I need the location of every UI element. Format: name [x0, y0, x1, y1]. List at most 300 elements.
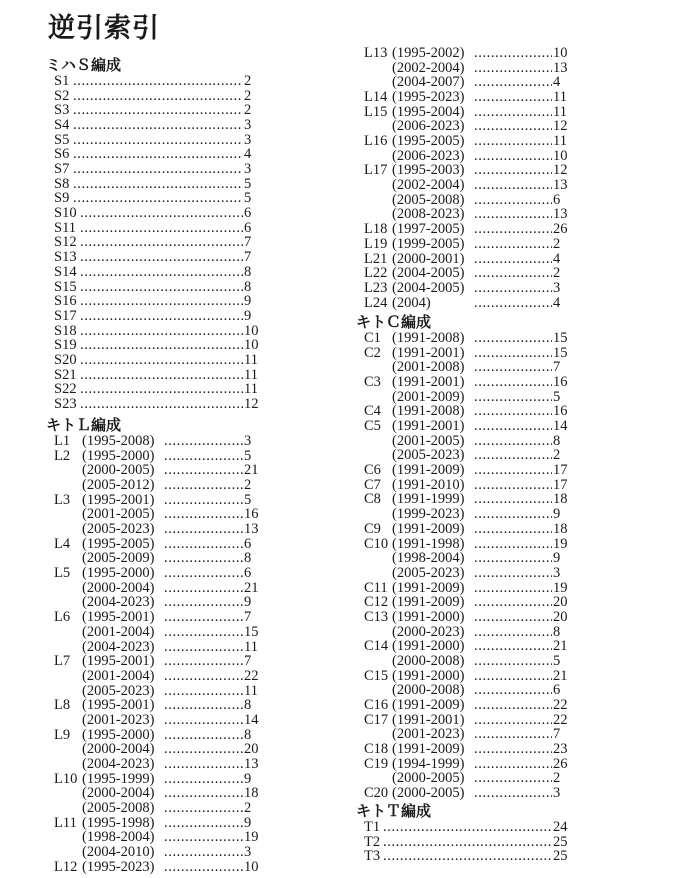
- dot-leader: [474, 610, 552, 625]
- page-number: 21: [553, 638, 568, 655]
- entry-code: S10: [54, 205, 77, 222]
- entry-years: (1995-2005): [392, 133, 465, 150]
- entry-code: C4: [364, 403, 381, 420]
- page-number: 2: [553, 770, 561, 787]
- entry-years: (2004-2010): [82, 844, 155, 861]
- entry-code: L19: [364, 235, 388, 252]
- page-number: 2: [553, 265, 561, 282]
- page-number: 2: [244, 800, 252, 816]
- page-number: 7: [244, 609, 252, 626]
- index-entry: [364, 507, 577, 522]
- entry-code: L15: [364, 103, 388, 120]
- index-entry: [364, 266, 577, 281]
- entry-years: (1995-2004): [392, 103, 465, 120]
- dot-leader: [73, 162, 243, 177]
- index-entry: [364, 835, 577, 850]
- page-number: 11: [244, 638, 258, 655]
- page-number: 13: [244, 521, 259, 538]
- dot-leader: [474, 75, 552, 90]
- index-entry: [364, 375, 577, 390]
- page-number: 8: [553, 623, 561, 640]
- entry-years: (1998-2004): [392, 550, 465, 567]
- entry-years: (1995-2008): [82, 433, 155, 449]
- index-entry: [54, 669, 268, 684]
- index-entry: [54, 280, 268, 295]
- dot-leader: [474, 625, 552, 640]
- page-number: 3: [244, 117, 252, 134]
- page-number: 22: [244, 667, 259, 684]
- entry-code: L2: [54, 447, 71, 464]
- entry-code: C3: [364, 374, 381, 391]
- dot-leader: [474, 207, 552, 222]
- dot-leader: [164, 537, 243, 552]
- entry-years: (1995-2003): [392, 162, 465, 179]
- index-entry: [54, 324, 268, 339]
- dot-leader: [474, 654, 552, 669]
- index-entry: [364, 134, 577, 149]
- dot-leader: [474, 178, 552, 193]
- entry-years: (1995-2023): [82, 858, 155, 875]
- dot-leader: [80, 265, 243, 280]
- dot-leader: [474, 105, 552, 120]
- entry-years: (1994-1999): [392, 755, 465, 772]
- dot-leader: [164, 463, 243, 478]
- entry-years: (2000-2023): [392, 623, 465, 640]
- index-entry: [364, 786, 577, 801]
- page-number: 23: [553, 741, 568, 758]
- index-entry: [54, 309, 268, 324]
- dot-leader: [164, 830, 243, 845]
- page-number: 3: [553, 279, 561, 296]
- page-number: 6: [244, 535, 252, 552]
- page-number: 2: [244, 73, 252, 89]
- page-number: 9: [244, 293, 252, 310]
- dot-leader: [80, 280, 243, 295]
- entry-code: S6: [54, 146, 70, 163]
- index-entry: [364, 46, 577, 61]
- dot-leader: [474, 149, 552, 164]
- dot-leader: [80, 309, 243, 324]
- entry-years: (1997-2005): [392, 221, 465, 238]
- page-number: 21: [244, 579, 259, 596]
- entry-years: (1991-2000): [392, 667, 465, 684]
- index-entry: [54, 235, 268, 250]
- entry-years: (2005-2008): [392, 191, 465, 208]
- dot-leader: [474, 360, 552, 375]
- entry-code: S12: [54, 234, 77, 251]
- entry-code: S15: [54, 278, 77, 295]
- dot-leader: [474, 492, 552, 507]
- entry-years: (2000-2005): [392, 785, 465, 802]
- page-number: 16: [553, 374, 568, 391]
- dot-leader: [73, 74, 243, 89]
- index-entry: [364, 522, 577, 537]
- dot-leader: [164, 669, 243, 684]
- entry-code: S18: [54, 322, 77, 339]
- dot-leader: [474, 346, 552, 361]
- index-entry: [54, 860, 268, 875]
- index-entry: [364, 849, 577, 864]
- entry-years: (1991-2001): [392, 418, 465, 435]
- entry-code: L8: [54, 697, 71, 714]
- index-entry: [54, 221, 268, 236]
- entry-years: (1991-2009): [392, 594, 465, 611]
- dot-leader: [474, 727, 552, 742]
- index-entry: [364, 610, 577, 625]
- dot-leader: [474, 595, 552, 610]
- entry-code: C10: [364, 535, 389, 552]
- page-number: 11: [244, 366, 258, 383]
- page-number: 2: [553, 447, 561, 464]
- entry-years: (2001-2005): [82, 506, 155, 523]
- entry-years: (1995-2005): [82, 535, 155, 552]
- index-entry: [54, 206, 268, 221]
- entry-code: L24: [364, 294, 388, 311]
- dot-leader: [164, 610, 243, 625]
- dot-leader: [474, 252, 552, 267]
- dot-leader: [474, 163, 552, 178]
- entry-years: (2005-2008): [82, 800, 155, 816]
- index-entry: [364, 419, 577, 434]
- section-heading: キトＴ編成: [356, 802, 432, 820]
- entry-code: S5: [54, 131, 70, 148]
- page-number: 7: [244, 249, 252, 266]
- dot-leader: [164, 742, 243, 757]
- entry-years: (1995-2000): [82, 565, 155, 582]
- dot-leader: [80, 221, 243, 236]
- entry-years: (1991-2000): [392, 608, 465, 625]
- dot-leader: [73, 89, 243, 104]
- entry-code: C12: [364, 594, 389, 611]
- entry-years: (2000-2004): [82, 785, 155, 802]
- dot-leader: [474, 771, 552, 786]
- entry-code: C1: [364, 330, 381, 346]
- entry-code: C19: [364, 755, 389, 772]
- page-number: 5: [553, 388, 561, 405]
- page-number: 10: [553, 147, 568, 164]
- entry-years: (2004-2007): [392, 74, 465, 91]
- page-number: 9: [553, 550, 561, 567]
- dot-leader: [474, 193, 552, 208]
- dot-leader: [80, 338, 243, 353]
- entry-code: L22: [364, 265, 388, 282]
- page-number: 8: [244, 278, 252, 295]
- entry-years: (2005-2009): [82, 550, 155, 567]
- entry-years: (2005-2023): [82, 682, 155, 699]
- page-number: 6: [553, 682, 561, 699]
- entry-code: L3: [54, 491, 71, 508]
- index-entry: [364, 178, 577, 193]
- dot-leader: [474, 134, 552, 149]
- entry-years: (1995-2001): [82, 491, 155, 508]
- entry-code: L11: [54, 814, 77, 831]
- page-number: 20: [244, 741, 259, 758]
- entry-years: (1995-2002): [392, 45, 465, 61]
- dot-leader: [73, 133, 243, 148]
- page-number: 6: [244, 205, 252, 222]
- dot-leader: [474, 434, 552, 449]
- index-entry: [364, 237, 577, 252]
- dot-leader: [73, 118, 243, 133]
- dot-leader: [164, 581, 243, 596]
- entry-years: (2005-2023): [392, 564, 465, 581]
- page-number: 9: [244, 814, 252, 831]
- entry-code: S7: [54, 161, 70, 178]
- dot-leader: [164, 434, 243, 449]
- dot-leader: [474, 742, 552, 757]
- page-number: 26: [553, 755, 568, 772]
- entry-code: C11: [364, 579, 388, 596]
- entry-code: S23: [54, 395, 77, 412]
- index-entry: [54, 265, 268, 280]
- entry-years: (1995-2001): [82, 653, 155, 670]
- dot-leader: [164, 478, 243, 493]
- page-number: 16: [553, 403, 568, 420]
- entry-code: S17: [54, 307, 77, 324]
- entry-code: S3: [54, 102, 70, 119]
- entry-code: S21: [54, 366, 77, 383]
- page-number: 15: [553, 344, 568, 361]
- page-number: 9: [553, 506, 561, 523]
- dot-leader: [474, 698, 552, 713]
- entry-years: (1991-1998): [392, 535, 465, 552]
- entry-years: (2005-2023): [82, 521, 155, 538]
- index-entry: [364, 698, 577, 713]
- entry-code: L16: [364, 133, 388, 150]
- page-number: 13: [553, 59, 568, 76]
- page-number: 7: [553, 359, 561, 376]
- entry-years: (2005-2023): [392, 447, 465, 464]
- index-entry: [364, 222, 577, 237]
- dot-leader: [474, 551, 552, 566]
- page-number: 2: [244, 102, 252, 119]
- entry-code: L14: [364, 89, 388, 106]
- page-number: 14: [553, 418, 568, 435]
- entry-code: L6: [54, 609, 71, 626]
- page-number: 21: [244, 462, 259, 479]
- section-heading: キトＬ編成: [46, 416, 122, 434]
- page-number: 4: [553, 74, 561, 91]
- index-entry: [54, 478, 268, 493]
- entry-years: (2006-2023): [392, 147, 465, 164]
- page-number: 11: [244, 351, 258, 368]
- dot-leader: [164, 860, 243, 875]
- entry-years: (1991-2008): [392, 403, 465, 420]
- dot-leader: [164, 522, 243, 537]
- dot-leader: [474, 683, 552, 698]
- index-entry: [54, 757, 268, 772]
- page-number: 6: [553, 191, 561, 208]
- index-entry: [54, 566, 268, 581]
- index-entry: [364, 463, 577, 478]
- page-number: 15: [553, 330, 568, 346]
- page-number: 11: [244, 682, 258, 699]
- page-number: 5: [553, 652, 561, 669]
- dot-leader: [164, 801, 243, 816]
- entry-code: L10: [54, 770, 78, 787]
- entry-years: (1991-2001): [392, 344, 465, 361]
- dot-leader: [474, 90, 552, 105]
- page-number: 19: [553, 535, 568, 552]
- page-number: 19: [553, 579, 568, 596]
- index-entry: [54, 610, 268, 625]
- dot-leader: [164, 713, 243, 728]
- page-number: 6: [244, 565, 252, 582]
- dot-leader: [73, 177, 243, 192]
- page-number: 4: [553, 250, 561, 267]
- entry-years: (2004): [392, 294, 431, 311]
- entry-code: S1: [54, 73, 70, 89]
- index-entry: [54, 698, 268, 713]
- entry-years: (2004-2023): [82, 594, 155, 611]
- entry-years: (1991-2009): [392, 462, 465, 479]
- page-number: 8: [244, 550, 252, 567]
- page-number: 13: [244, 755, 259, 772]
- entry-years: (2001-2005): [392, 432, 465, 449]
- dot-leader: [383, 835, 552, 850]
- entry-years: (1995-2001): [82, 609, 155, 626]
- dot-leader: [80, 397, 243, 412]
- entry-years: (1991-2001): [392, 711, 465, 728]
- dot-leader: [474, 757, 552, 772]
- dot-leader: [164, 772, 243, 787]
- index-entry: [54, 353, 268, 368]
- dot-leader: [80, 235, 243, 250]
- index-entry: [364, 820, 577, 835]
- index-entry: [54, 89, 268, 104]
- page-number: 16: [244, 506, 259, 523]
- page-number: 19: [244, 829, 259, 846]
- index-entry: [54, 522, 268, 537]
- entry-years: (2001-2009): [392, 388, 465, 405]
- entry-years: (2000-2008): [392, 652, 465, 669]
- index-entry: [364, 281, 577, 296]
- page-number: 9: [244, 770, 252, 787]
- index-entry: [54, 338, 268, 353]
- dot-leader: [383, 820, 552, 835]
- entry-years: (1991-2009): [392, 520, 465, 537]
- page-number: 3: [244, 844, 252, 861]
- page-number: 11: [244, 381, 258, 398]
- entry-years: (1991-2001): [392, 374, 465, 391]
- dot-leader: [474, 537, 552, 552]
- entry-years: (2001-2023): [82, 711, 155, 728]
- dot-leader: [80, 250, 243, 265]
- dot-leader: [164, 757, 243, 772]
- entry-code: C20: [364, 785, 389, 802]
- index-entry: [54, 177, 268, 192]
- index-entry: [54, 133, 268, 148]
- dot-leader: [164, 816, 243, 831]
- entry-years: (1995-2001): [82, 697, 155, 714]
- dot-leader: [164, 551, 243, 566]
- page-number: 6: [244, 219, 252, 236]
- page-number: 17: [553, 476, 568, 493]
- dot-leader: [80, 324, 243, 339]
- page-number: 8: [553, 432, 561, 449]
- entry-code: S8: [54, 175, 70, 192]
- index-entry: [54, 397, 268, 412]
- entry-years: (1995-1998): [82, 814, 155, 831]
- entry-code: T1: [364, 819, 381, 835]
- entry-code: C15: [364, 667, 389, 684]
- index-entry: [54, 382, 268, 397]
- dot-leader: [80, 382, 243, 397]
- dot-leader: [73, 191, 243, 206]
- page-number: 9: [244, 594, 252, 611]
- page-number: 12: [553, 162, 568, 179]
- entry-code: C5: [364, 418, 381, 435]
- entry-years: (1991-2000): [392, 638, 465, 655]
- entry-code: L1: [54, 433, 71, 449]
- dot-leader: [164, 449, 243, 464]
- entry-code: S13: [54, 249, 77, 266]
- index-entry: [364, 551, 577, 566]
- entry-years: (2002-2004): [392, 59, 465, 76]
- entry-years: (2001-2023): [392, 726, 465, 743]
- dot-leader: [164, 493, 243, 508]
- entry-years: (1991-2009): [392, 741, 465, 758]
- page-number: 4: [553, 294, 561, 311]
- dot-leader: [474, 507, 552, 522]
- entry-code: S11: [54, 219, 77, 236]
- entry-code: C6: [364, 462, 381, 479]
- entry-years: (1991-2010): [392, 476, 465, 493]
- dot-leader: [80, 368, 243, 383]
- entry-years: (1995-2000): [82, 447, 155, 464]
- page-number: 3: [244, 131, 252, 148]
- dot-leader: [164, 595, 243, 610]
- entry-code: S22: [54, 381, 77, 398]
- page-number: 5: [244, 447, 252, 464]
- index-entry: [364, 742, 577, 757]
- page-number: 12: [553, 118, 568, 135]
- page-number: 15: [244, 623, 259, 640]
- entry-code: S16: [54, 293, 77, 310]
- entry-years: (2000-2005): [82, 462, 155, 479]
- entry-years: (2001-2004): [82, 667, 155, 684]
- page-number: 4: [244, 146, 252, 163]
- page-number: 2: [244, 87, 252, 104]
- page-number: 20: [553, 608, 568, 625]
- page-number: 13: [553, 206, 568, 223]
- dot-leader: [164, 728, 243, 743]
- dot-leader: [474, 237, 552, 252]
- index-entry: [364, 90, 577, 105]
- entry-code: L12: [54, 858, 78, 875]
- index-entry: [54, 625, 268, 640]
- dot-leader: [474, 296, 552, 311]
- entry-years: (1991-2009): [392, 697, 465, 713]
- index-entry: [54, 845, 268, 860]
- entry-code: L21: [364, 250, 388, 267]
- entry-years: (2000-2001): [392, 250, 465, 267]
- page-number: 24: [553, 819, 568, 835]
- entry-years: (1991-2008): [392, 330, 465, 346]
- page-number: 5: [244, 491, 252, 508]
- index-entry: [54, 118, 268, 133]
- entry-years: (2008-2023): [392, 206, 465, 223]
- entry-code: T3: [364, 848, 381, 865]
- page-number: 20: [553, 594, 568, 611]
- entry-code: L18: [364, 221, 388, 238]
- dot-leader: [164, 684, 243, 699]
- entry-code: L5: [54, 565, 71, 582]
- page-number: 11: [553, 89, 567, 106]
- entry-years: (1991-1999): [392, 491, 465, 508]
- page-number: 22: [553, 711, 568, 728]
- entry-code: S14: [54, 263, 77, 280]
